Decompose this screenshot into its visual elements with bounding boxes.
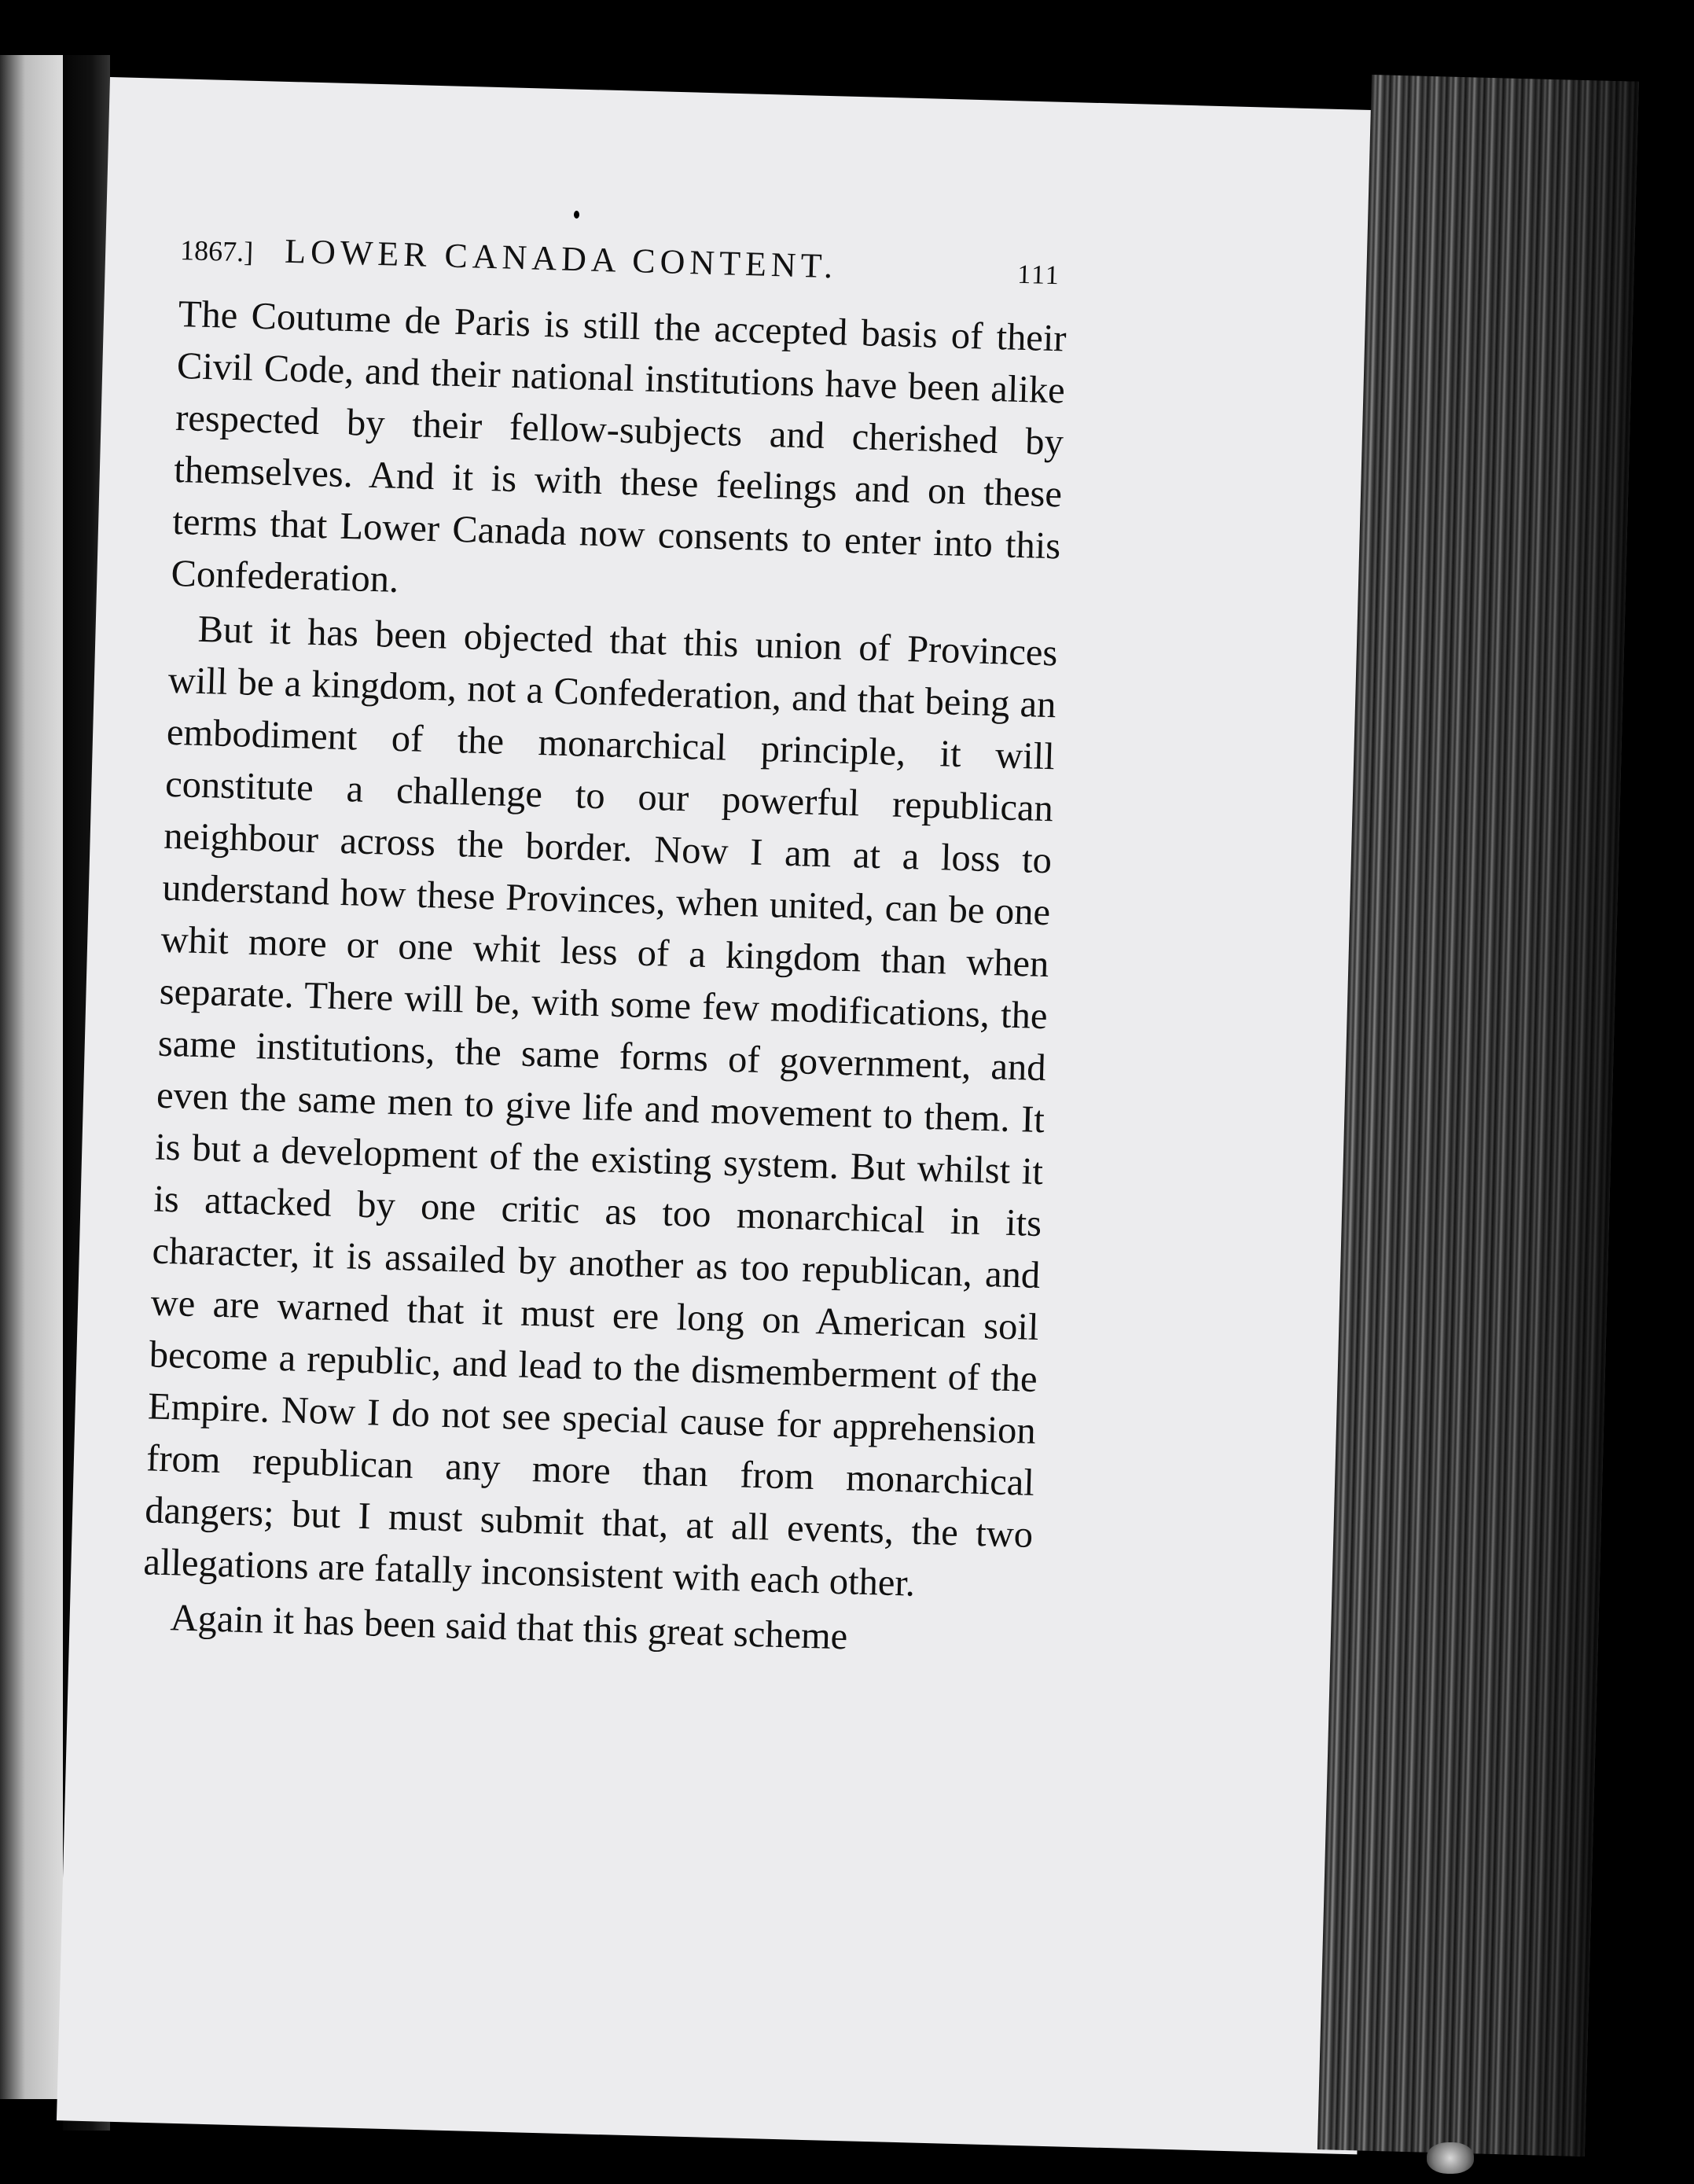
paragraph: But it has been objected that this union of Provinces will be a kingdom, not a Confederation, and that being an embodiment of the monarchical principle, it will constitute a challenge to our powerful republican neighbour across the border. Now I am at a loss to understand how these Provinces, when united, can be one whit more or one whit less of a kingdom than when separate. There will be, with some few modifications, the same institutions, the same forms of government, and even the same men to give life and movement to them. It is but a development of the existing system. But whilst it is attacked by one critic as too monarchical in its character, it is assailed by another as too republican, and we are warned that it must ere long on American soil become a republic, and lead to the dismemberment of the Empire. Now I do not see special cause for apprehension from republican any more than from monarchical dangers; but I must submit that, at all events, the two allegations are fatally inconsistent with each other. [142,608,1059,1605]
running-head-title: LOWER CANADA CONTENT. [284,231,838,286]
page-block-shadow [1317,75,1639,2156]
page-text [141,228,1069,1668]
ink-speck [829,61,843,65]
paragraph: The Coutume de Paris is still the accepted basis of their Civil Code, and their national institutions have been alike respected by their fellow-subjects and cherished by themselves. And it is with these feelings and on these terms that Lower Canada now consents to enter into this Confederation. [170,292,1067,601]
page-number: 111 [1016,259,1061,291]
ink-speck [574,211,579,219]
running-head-date: 1867.] [179,233,254,268]
paragraph: Again it has been said that this great scheme [169,1597,849,1658]
facing-page-edge [0,55,63,2099]
debris-speck [1427,2142,1474,2174]
